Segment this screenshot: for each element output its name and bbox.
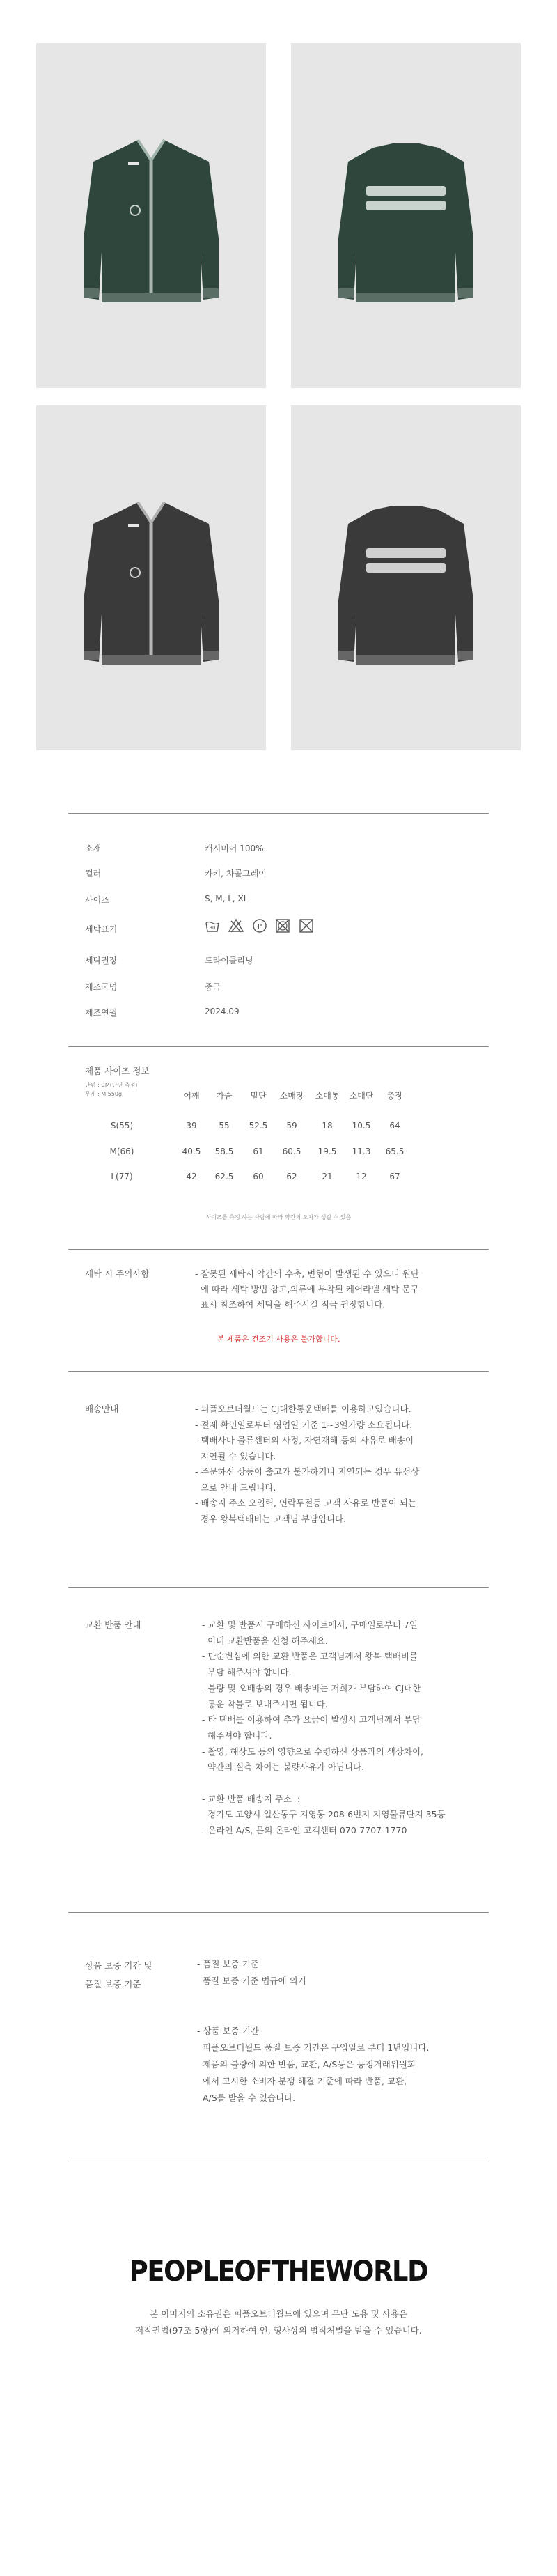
wash-rec-value: 드라이클리닝 (205, 956, 253, 965)
no-tumble-dry-icon (275, 918, 290, 933)
care-notice: 본 제품은 건조기 사용은 불가합니다. (217, 1335, 340, 1344)
divider (68, 1371, 489, 1372)
size-table-cell: 40.5 (182, 1147, 201, 1156)
size-table-weight: 무게 : M 550g (85, 1091, 123, 1097)
divider (68, 1587, 489, 1588)
size-table-header: 어깨 (183, 1091, 200, 1101)
origin-label: 제조국명 (85, 982, 118, 992)
hand-wash-icon (205, 918, 220, 933)
size-table-row-label: M(66) (109, 1147, 134, 1156)
product-image-green-back (291, 43, 521, 388)
no-bleach-icon (228, 918, 244, 933)
size-table-header: 소매통 (315, 1091, 340, 1101)
size-label: 사이즈 (85, 895, 109, 905)
size-table-cell: 60 (253, 1172, 264, 1181)
date-label: 제조연월 (85, 1008, 118, 1018)
svg-text:P: P (257, 923, 262, 931)
exchange-body: - 교환 및 반품시 구매하신 사이트에서, 구매일로부터 7일 이내 교환반품을 신청 해주세요. - 단순변심에 의한 교환 반품은 고객님께서 왕복 택배비를 부담 해주셔야 합니다. - 불량 및 오배송의 경우 배송비는 저희가 부담하여 CJ대한 통운 착불로 보내주시면 됩니다. - 타 택배를 이용하여 추가 요금이 발생시 고객님께서 부담 해주셔야 합니다. - 촬영, 해상도 등의 영향으로 수령하신 상품과의 색상차이, 약간의 실측 차이는 불량사유가 아닙니다. - 교환 반품 배송지 주소 : 경기도 고양시 일산동구 지영동 208-6번지 지영물류단지 35동 - 온라인 A/S, 문의 온라인 고객센터 070-7707-1770 (202, 1620, 446, 1836)
size-table-unit: 단위 : CM(단면 측정) (85, 1082, 138, 1088)
size-table-cell: 67 (389, 1172, 400, 1181)
dry-clean-icon (252, 918, 267, 933)
product-image-charcoal-front (36, 405, 266, 750)
size-table-header: 소매단 (349, 1091, 374, 1101)
size-table-cell: 12 (356, 1172, 367, 1181)
no-dry-clean-icon (299, 918, 314, 933)
wash-rec-label: 세탁권장 (85, 956, 118, 965)
size-table-cell: 21 (322, 1172, 333, 1181)
size-table-header: 총장 (386, 1091, 403, 1101)
size-table-cell: 11.3 (352, 1147, 371, 1156)
size-table-cell: 18 (322, 1121, 333, 1131)
svg-text:30: 30 (209, 925, 216, 931)
size-table-cell: 58.5 (214, 1147, 234, 1156)
date-value: 2024.09 (205, 1007, 240, 1016)
size-table-cell: 64 (389, 1121, 400, 1131)
size-table-cell: 59 (286, 1121, 297, 1131)
product-image-green-front (36, 43, 266, 388)
material-label: 소재 (85, 844, 102, 853)
wash-icons (205, 918, 320, 933)
size-table-cell: 61 (253, 1147, 264, 1156)
origin-value: 중국 (205, 982, 221, 992)
care-title: 세탁 시 주의사항 (85, 1268, 150, 1279)
size-value: S, M, L, XL (205, 894, 249, 903)
size-table-cell: 10.5 (352, 1121, 371, 1131)
size-table-cell: 42 (186, 1172, 197, 1181)
size-table-header: 소매장 (279, 1091, 304, 1101)
size-table-header: 밑단 (250, 1091, 267, 1101)
size-table-cell: 62.5 (214, 1172, 234, 1181)
size-table-header: 가슴 (216, 1091, 233, 1101)
care-body: - 잘못된 세탁시 약간의 수축, 변형이 발생된 수 있으니 원단 에 따라 세탁 방법 참고,의류에 부착된 케어라벨 세탁 문구 표시 참조하여 세탁을 해주시길 적극 권장합니다. (195, 1268, 419, 1310)
wash-label: 세탁표기 (85, 924, 118, 934)
color-label: 컬러 (85, 869, 102, 878)
copyright-notice: 본 이미지의 소유권은 피플오브더월드에 있으며 무단 도용 및 사용은 저작권법(97조 5항)에 의거하여 인, 형사상의 법적처벌을 받을 수 있습니다. (135, 2309, 422, 2336)
size-table-cell: 55 (219, 1121, 230, 1131)
product-image-charcoal-back (291, 405, 521, 750)
size-table-row-label: S(55) (110, 1121, 134, 1131)
brand-logo: PEOPLEOFTHEWORLD (129, 2256, 428, 2288)
divider (68, 1046, 489, 1047)
size-table-cell: 65.5 (385, 1147, 405, 1156)
exchange-title: 교환 반품 안내 (85, 1620, 141, 1630)
size-table-cell: 19.5 (317, 1147, 337, 1156)
warranty-body: - 품질 보증 기준 품질 보증 기준 법규에 의거 - 상품 보증 기간 피플오브더월드 품질 보증 기간은 구입일로 부터 1년입니다. 제품의 불량에 의한 반품, 교환, A/S등은 공정거래위원회 에서 고시한 소비자 분쟁 해결 기준에 따라 반품, 교환, A/S를 받을 수 있습니다. (197, 1959, 430, 2103)
divider (68, 1249, 489, 1250)
size-table-cell: 39 (186, 1121, 197, 1131)
size-table-title: 제품 사이즈 정보 (85, 1066, 150, 1076)
divider (68, 813, 489, 814)
size-table-note: 사이즈를 측정 하는 사람에 따라 약간의 오차가 생길 수 있음 (205, 1214, 352, 1220)
divider (68, 1912, 489, 1913)
warranty-title: 상품 보증 기간 및 품질 보증 기준 (85, 1960, 152, 1989)
size-table-cell: 62 (286, 1172, 297, 1181)
shipping-body: - 피플오브더월드는 CJ대한통운택배를 이용하고있습니다. - 결제 확인일로부터 영업일 기준 1~3일가량 소요됩니다. - 택배사나 물류센터의 사정, 자연재해 등의 사유로 배송이 지연될 수 있습니다. - 주문하신 상품이 출고가 불가하거나 지연되는 경우 유선상 으로 안내 드립니다. - 배송지 주소 오입력, 연락두절등 고객 사유로 반품이 되는 경우 왕복택배비는 고객님 부담입니다. (195, 1404, 420, 1524)
material-value: 캐시미어 100% (205, 844, 264, 853)
color-value: 카키, 차콜그레이 (205, 869, 267, 878)
size-table-cell: 60.5 (282, 1147, 301, 1156)
shipping-title: 배송안내 (85, 1404, 119, 1414)
size-table-cell: 52.5 (249, 1121, 268, 1131)
size-table-row-label: L(77) (111, 1172, 133, 1181)
